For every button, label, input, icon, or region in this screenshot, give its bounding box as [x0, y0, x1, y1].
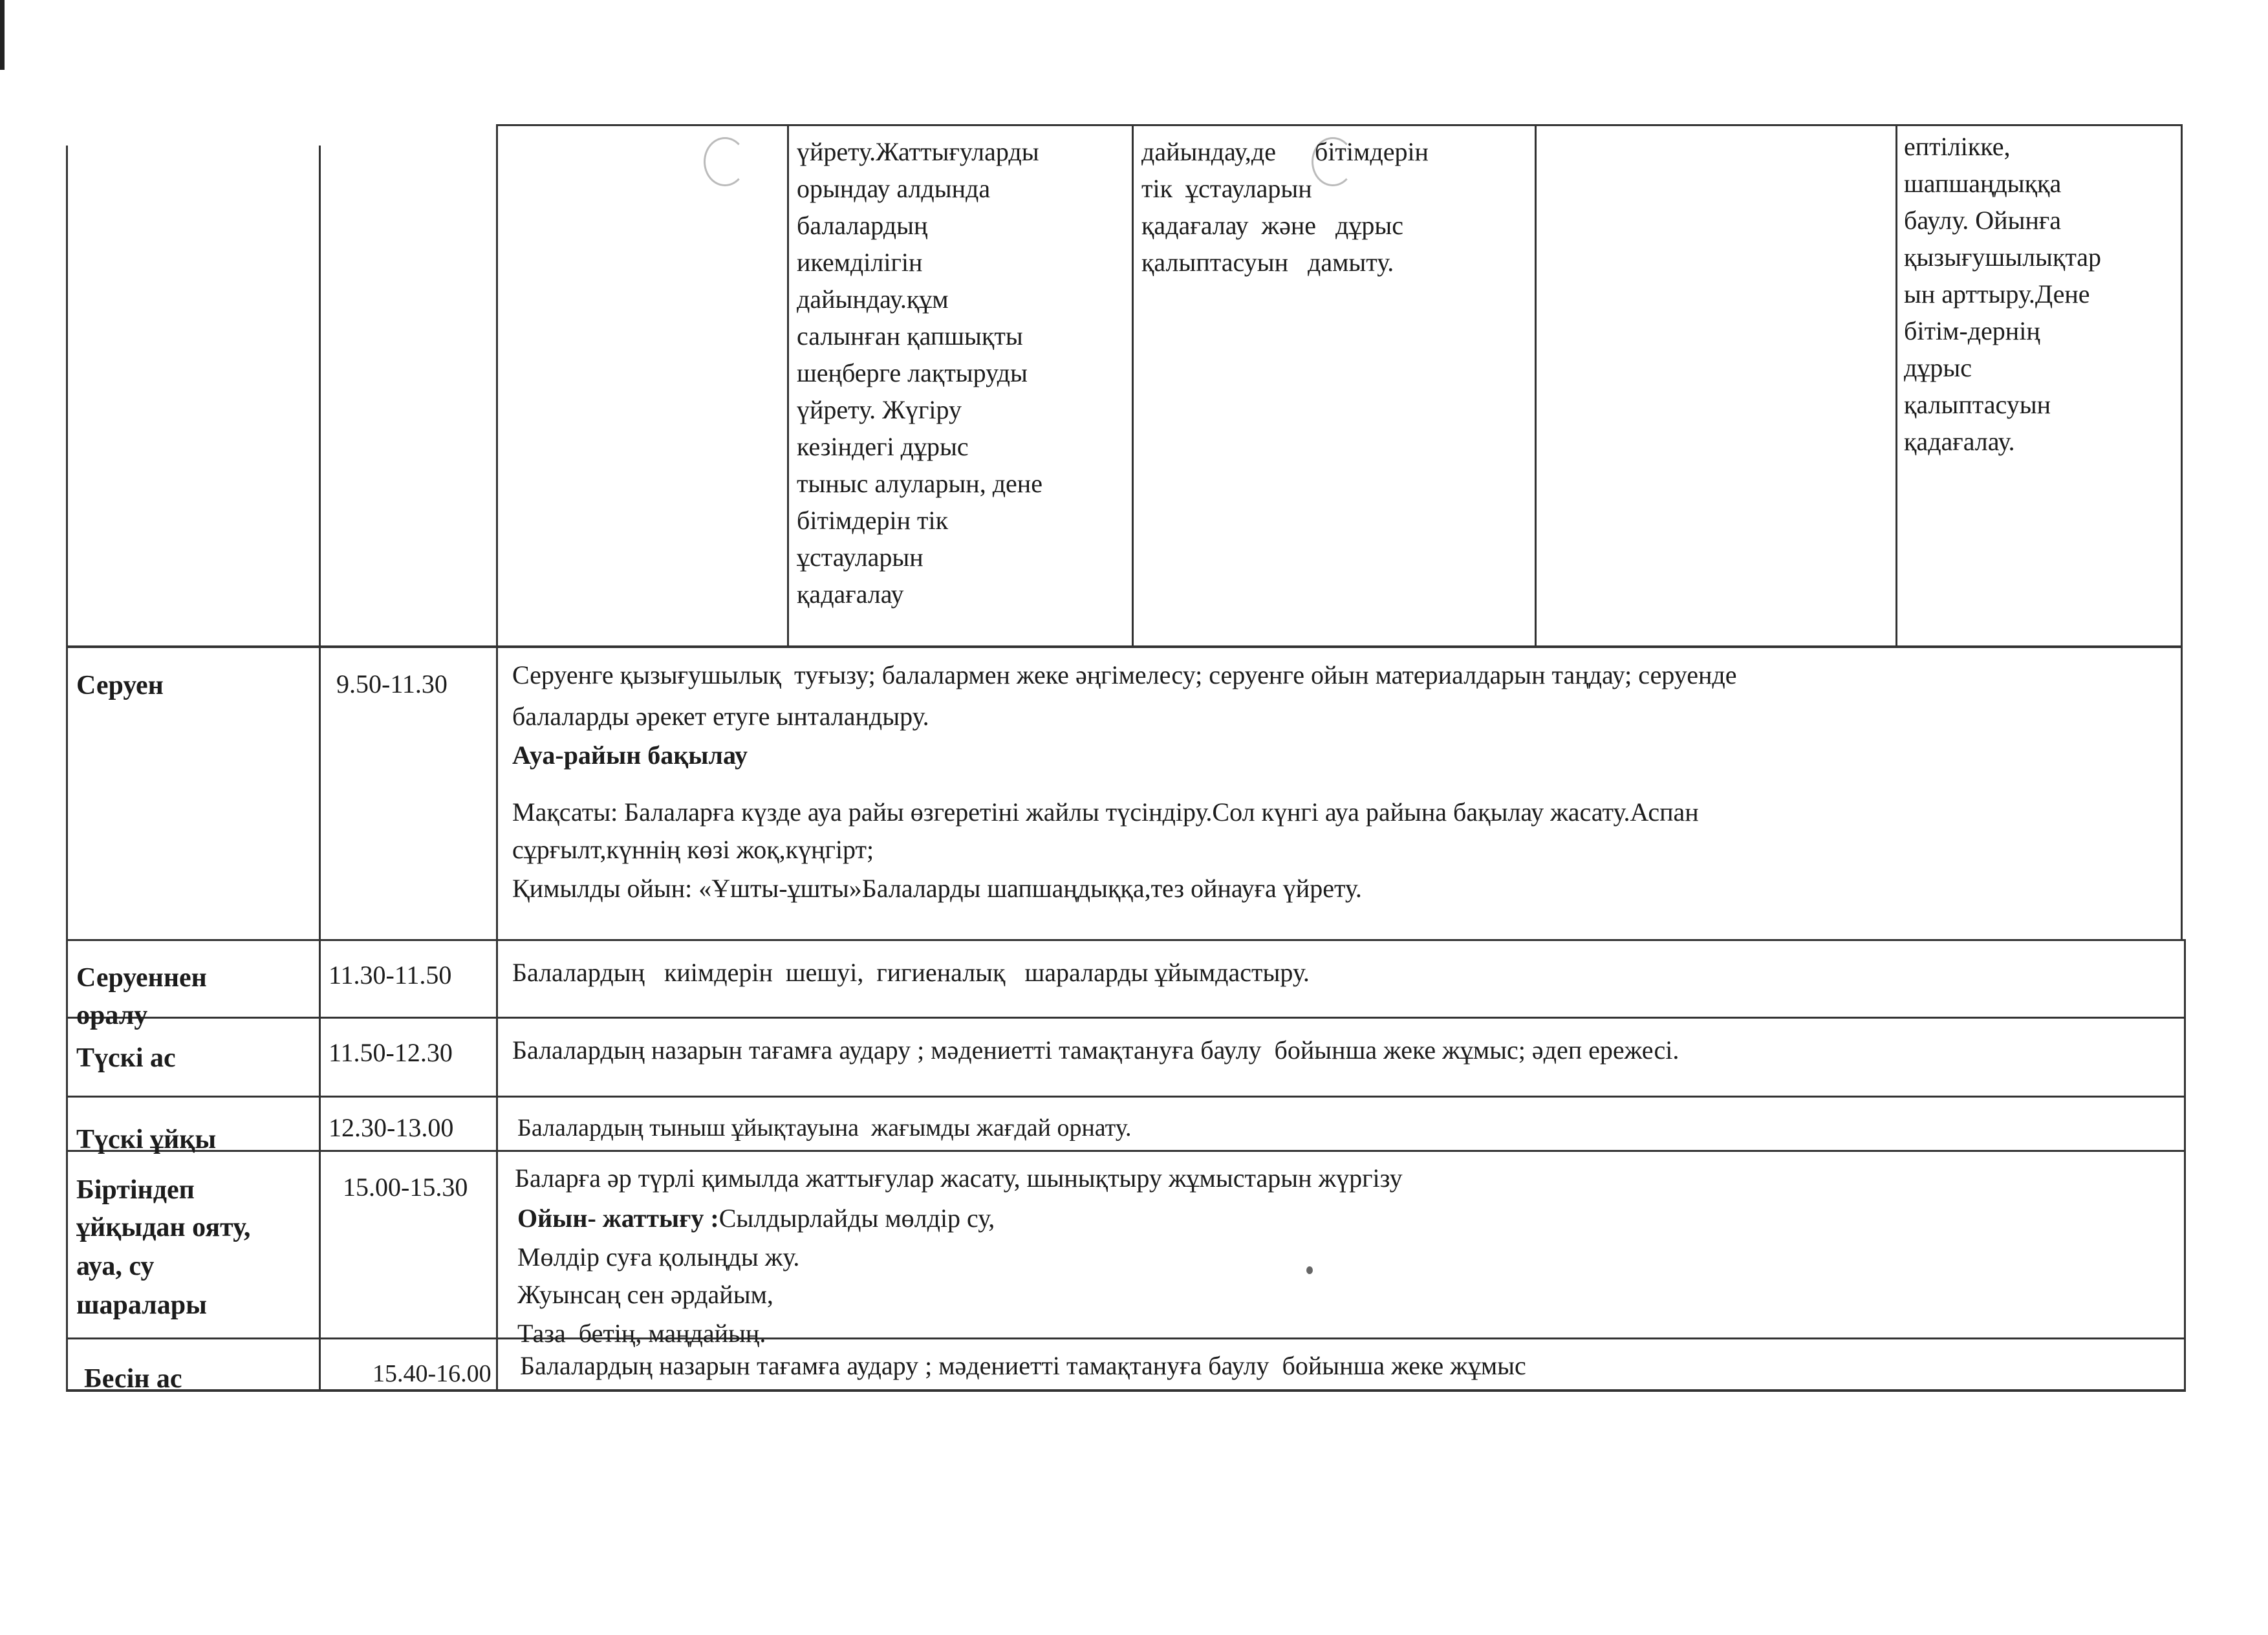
poem-line: Мөлдір суға қолыңды жу. [517, 1242, 800, 1272]
row-label: Түскі ұйқы [76, 1125, 217, 1154]
row-time: 12.30-13.00 [329, 1113, 454, 1142]
hole-punch-mark [704, 137, 746, 186]
row-label: ауа, су [76, 1251, 155, 1281]
row-time: 15.00-15.30 [343, 1173, 468, 1202]
game-exercise-label: Ойын- жаттығу : [517, 1204, 719, 1233]
top-row-col3-text: үйрету.Жаттығуларды орындау алдында балалардың икемділігін дайындау.құм салынған қапшықты шеңберге лақтыруды үйрету. Жүгіру кезіндегі дұрыс тыныс алуларын, дене бітімдерін тік ұстауларын қадағалау [797, 137, 1042, 609]
row-activity-text: Балалардың назарын тағамға аудару ; мәдениетті тамақтануға баулу бойынша жеке жұмыс [520, 1351, 1526, 1380]
row-activity-text: балаларды әрекет етуге ынталандыру. [512, 702, 929, 731]
row-activity-text: Балалардың тыныш ұйықтауына жағымды жағдай орнату. [517, 1114, 1132, 1142]
row-activity-heading: Ауа-райын бақылау [512, 741, 748, 770]
row-label: Түскі ас [76, 1043, 176, 1073]
row-activity-text: Баларға әр түрлі қимылда жаттығулар жасату, шынықтыру жұмыстарын жүргізу [515, 1164, 1403, 1193]
poem-line: Сылдырлайды мөлдір су, [718, 1204, 995, 1233]
row-activity-text: Балалардың киімдерін шешуі, гигиеналық шараларды ұйымдастыру. [512, 958, 1310, 987]
row-activity-text: Серуенге қызығушылық туғызу; балалармен жеке әңгімелесу; серуенге ойын материалдарын таңдау; серуенде [512, 660, 1737, 689]
row-activity-text [517, 1200, 995, 1237]
row-time: 11.50-12.30 [329, 1038, 453, 1067]
row-time: 9.50-11.30 [336, 669, 448, 698]
top-row-col4-text: дайындау,де бітімдерін тік ұстауларын қадағалау және дұрыс қалыптасуын дамыту. [1141, 137, 1429, 277]
row-activity-text: Мақсаты: Балаларға күзде ауа райы өзгеретіні жайлы түсіндіру.Сол күнгі ауа райына бақылау жасату.Аспан [512, 797, 1699, 827]
row-label: шаралары [76, 1290, 207, 1320]
row-label: Серуеннен [76, 963, 207, 993]
row-activity-text: сұрғылт,күннің көзі жоқ,күңгірт; [512, 835, 874, 864]
top-row-col6-text: ептілікке, шапшаңдыққа баулу. Ойынға қызығушылықтар ын арттыру.Дене бітім-дернің дұрыс қалыптасуын қадағалау. [1904, 132, 2102, 456]
row-label: Біртіндеп [76, 1175, 195, 1205]
scan-edge-mark [0, 0, 5, 70]
row-label: ұйқыдан ояту, [76, 1213, 251, 1242]
poem-line: Таза бетің, маңдайың. [517, 1319, 766, 1348]
row-activity-text: Балалардың назарын тағамға аудару ; мәдениетті тамақтануға баулу бойынша жеке жұмыс; әдеп ережесі. [512, 1035, 1679, 1065]
row-time: 11.30-11.50 [329, 960, 452, 990]
row-label: Серуен [76, 671, 164, 700]
row-time: 15.40-16.00 [373, 1360, 491, 1387]
row-label: оралу [76, 1001, 148, 1030]
scan-speck [1306, 1266, 1313, 1274]
poem-line: Жуынсаң сен әрдайым, [517, 1280, 773, 1309]
row-activity-text: Қимылды ойын: «Ұшты-ұшты»Балаларды шапшаңдыққа,тез ойнауға үйрету. [512, 874, 1362, 903]
row-label: Бесін ас [84, 1364, 182, 1394]
